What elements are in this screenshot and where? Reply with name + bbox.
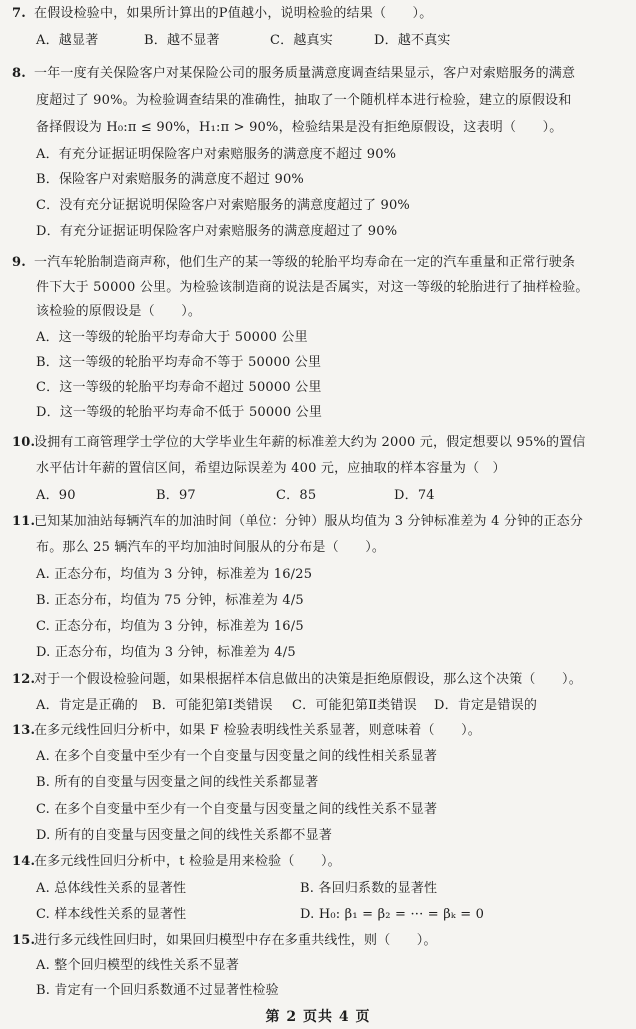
option-d: D．肯定是错误的 xyxy=(434,698,538,713)
option-b: B. 正态分布，均值为 75 分钟，标准差为 4/5 xyxy=(36,593,304,608)
question-number: 13. xyxy=(12,723,36,738)
question-number: 14. xyxy=(12,854,36,869)
question-9 xyxy=(12,253,575,273)
option-a: A. 整个回归模型的线性关系不显著 xyxy=(36,958,240,973)
question-text-line: 设拥有工商管理学士学位的大学毕业生年薪的标准差大约为 2000 元，假定想要以 95%的置信 xyxy=(34,435,586,450)
question-text-line: 度超过了 90%。为检验调查结果的准确性，抽取了一个随机样本进行检验，建立的原假设和 xyxy=(36,93,572,108)
question-14 xyxy=(12,852,341,872)
question-text: 在多元线性回归分析中，如果 F 检验表明线性关系显著，则意味着（ ）。 xyxy=(34,723,481,738)
option-c: C. 正态分布，均值为 3 分钟，标准差为 16/5 xyxy=(36,619,304,634)
option-b: B．97 xyxy=(156,488,196,503)
question-number: 8. xyxy=(12,66,26,81)
question-text-line: 件下大于 50000 公里。为检验该制造商的说法是否属实，对这一等级的轮胎进行了抽样检验。 xyxy=(36,280,589,295)
option-a: A．这一等级的轮胎平均寿命大于 50000 公里 xyxy=(36,330,308,345)
page-footer: 第 2 页共 4 页 xyxy=(265,1009,371,1025)
question-text-line: 已知某加油站每辆汽车的加油时间（单位：分钟）服从均值为 3 分钟标准差为 4 分钟的正态分 xyxy=(34,514,584,529)
option-c: C．这一等级的轮胎平均寿命不超过 50000 公里 xyxy=(36,380,322,395)
question-text-line: 备择假设为 H₀:π ≤ 90%，H₁:π > 90%，检验结果是没有拒绝原假设，这表明（ ）。 xyxy=(36,120,563,135)
option-d: D．74 xyxy=(394,488,435,503)
question-number: 10. xyxy=(12,435,36,450)
option-a: A．肯定是正确的 xyxy=(36,698,138,713)
question-10 xyxy=(12,433,586,453)
option-b: B. 所有的自变量与因变量之间的线性关系都显著 xyxy=(36,775,319,790)
question-number: 12. xyxy=(12,672,36,687)
option-d: D．越不真实 xyxy=(374,33,451,48)
option-c: C. 在多个自变量中至少有一个自变量与因变量之间的线性关系不显著 xyxy=(36,802,438,817)
options-row xyxy=(36,31,451,51)
question-15 xyxy=(12,931,437,951)
question-text: 在多元线性回归分析中，t 检验是用来检验（ ）。 xyxy=(34,854,341,869)
option-a: A．越显著 xyxy=(36,33,99,48)
option-a: A．90 xyxy=(36,488,76,503)
question-number: 11. xyxy=(12,514,36,529)
question-7 xyxy=(12,4,432,24)
question-text: 在假设检验中，如果所计算出的P值越小，说明检验的结果（ ）。 xyxy=(34,6,433,21)
option-c: C．可能犯第Ⅱ类错误 xyxy=(292,698,417,713)
question-12 xyxy=(12,670,582,690)
question-number: 15. xyxy=(12,933,36,948)
question-text: 对于一个假设检验问题，如果根据样本信息做出的决策是拒绝原假设，那么这个决策（ ）。 xyxy=(34,672,582,687)
question-text-line: 一汽车轮胎制造商声称，他们生产的某一等级的轮胎平均寿命在一定的汽车重量和正常行驶条 xyxy=(34,255,576,270)
option-d: D．这一等级的轮胎平均寿命不低于 50000 公里 xyxy=(36,405,323,420)
option-a: A．有充分证据证明保险客户对索赔服务的满意度不超过 90% xyxy=(36,147,397,162)
option-b: B．保险客户对索赔服务的满意度不超过 90% xyxy=(36,172,304,187)
option-c: C．越真实 xyxy=(270,33,333,48)
question-number: 7. xyxy=(12,6,26,21)
option-d: D. 正态分布，均值为 3 分钟，标准差为 4/5 xyxy=(36,645,296,660)
options-row xyxy=(36,696,537,716)
question-text-line: 布。那么 25 辆汽车的平均加油时间服从的分布是（ ）。 xyxy=(36,540,386,555)
option-a: A. 总体线性关系的显著性 xyxy=(36,881,187,896)
option-c: C. 样本线性关系的显著性 xyxy=(36,907,187,922)
option-c: C．没有充分证据说明保险客户对索赔服务的满意度超过了 90% xyxy=(36,198,410,213)
question-text-line: 水平估计年薪的置信区间，希望边际误差为 400 元，应抽取的样本容量为（ ） xyxy=(36,461,506,476)
option-d: D．有充分证据证明保险客户对索赔服务的满意度超过了 90% xyxy=(36,224,398,239)
option-b: B．这一等级的轮胎平均寿命不等于 50000 公里 xyxy=(36,355,322,370)
question-11 xyxy=(12,512,583,532)
option-b: B．越不显著 xyxy=(144,33,220,48)
question-number: 9. xyxy=(12,255,26,270)
option-b: B．可能犯第Ⅰ类错误 xyxy=(152,698,273,713)
option-d: D. H₀: β₁ = β₂ = ··· = βₖ = 0 xyxy=(300,907,485,922)
question-text: 进行多元线性回归时，如果回归模型中存在多重共线性，则（ ）。 xyxy=(34,933,437,948)
option-b: B. 各回归系数的显著性 xyxy=(300,881,438,896)
question-text-line: 该检验的原假设是（ ）。 xyxy=(36,304,202,319)
option-c: C．85 xyxy=(276,488,317,503)
options-row xyxy=(36,486,435,506)
option-a: A. 在多个自变量中至少有一个自变量与因变量之间的线性相关系显著 xyxy=(36,749,438,764)
question-8 xyxy=(12,64,575,84)
option-b: B. 肯定有一个回归系数通不过显著性检验 xyxy=(36,983,279,998)
option-d: D. 所有的自变量与因变量之间的线性关系都不显著 xyxy=(36,828,333,843)
question-13 xyxy=(12,721,481,741)
option-a: A. 正态分布，均值为 3 分钟，标准差为 16/25 xyxy=(36,567,313,582)
question-text-line: 一年一度有关保险客户对某保险公司的服务质量满意度调查结果显示，客户对索赔服务的满意 xyxy=(34,66,576,81)
